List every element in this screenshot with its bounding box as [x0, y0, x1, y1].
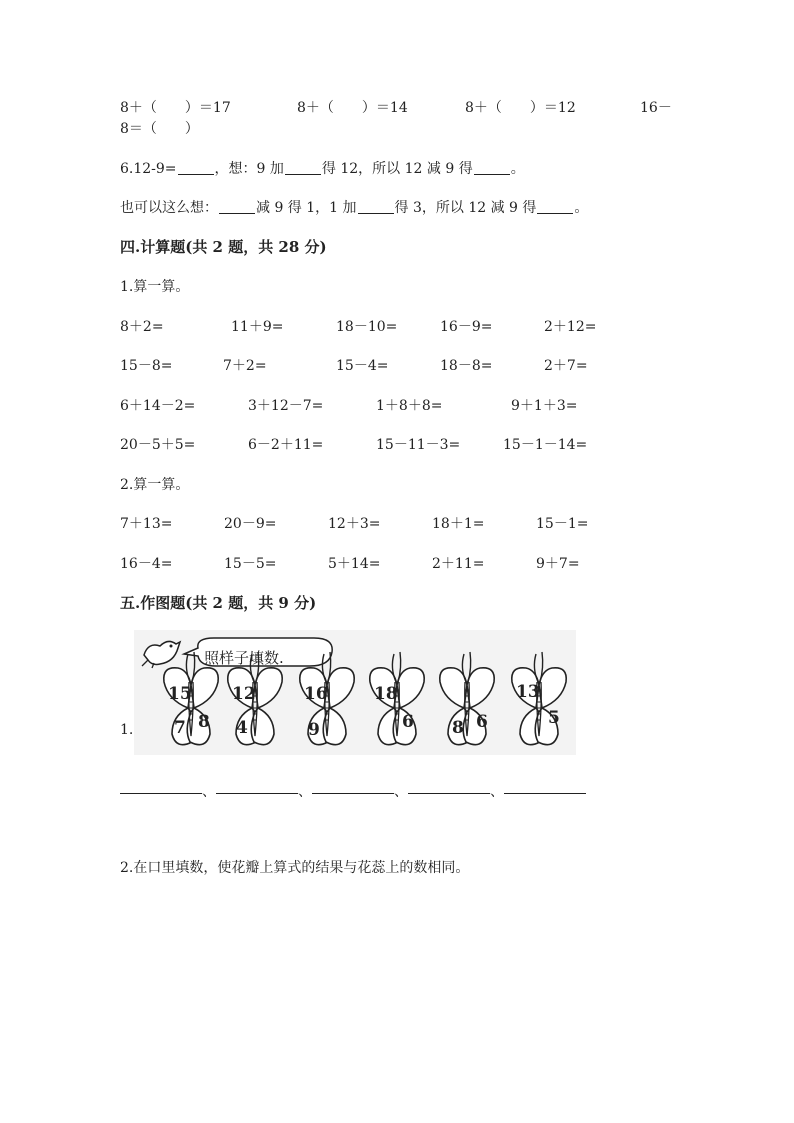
calc-item: 12＋3= — [328, 516, 381, 532]
calc-item: 18＋1= — [432, 516, 485, 532]
section-5-q1-number: 1. — [120, 722, 134, 738]
calc-item: 15－1= — [536, 516, 589, 532]
calc-item: 15－11－3= — [376, 437, 461, 453]
calc-item: 20－9= — [224, 516, 277, 532]
butterfly-1-right: 8 — [198, 712, 210, 732]
calc-item: 16－9= — [440, 319, 493, 335]
calc-item: 7＋2= — [223, 358, 267, 374]
q6-text: 得 12，所以 12 减 9 得 — [321, 161, 473, 177]
butterfly-2-left: 4 — [236, 718, 248, 738]
q6-text: 也可以这么想： — [120, 200, 218, 216]
q6-text: 得 3，所以 12 减 9 得 — [394, 200, 537, 216]
bubble-text: 照样子填数. — [204, 649, 284, 667]
separator: 、 — [202, 784, 216, 800]
butterfly-1-left: 7 — [174, 718, 186, 738]
answer-line[interactable] — [312, 793, 394, 794]
answer-line[interactable] — [216, 793, 298, 794]
q6-text: 。 — [510, 161, 525, 177]
separator: 、 — [490, 784, 504, 800]
answer-line[interactable] — [120, 793, 202, 794]
q6-text: 减 9 得 1，1 加 — [256, 200, 357, 216]
calc-item: 2＋7= — [544, 358, 588, 374]
q6-text: 。 — [574, 200, 589, 216]
butterfly-4-top: 18 — [374, 684, 398, 704]
butterfly-1-top: 15 — [168, 684, 192, 704]
answer-blank[interactable] — [178, 160, 214, 175]
butterfly-figure — [134, 630, 576, 755]
calc-item: 16－4= — [120, 556, 173, 572]
calc-item: 15－1－14= — [503, 437, 588, 453]
fill-item-1: 8＋（ ）＝17 — [120, 100, 231, 116]
fill-item-2: 8＋（ ）＝14 — [297, 100, 408, 116]
calc-item: 5＋14= — [328, 556, 381, 572]
fill-item-4-wrap: 8＝（ ） — [120, 121, 199, 137]
section-5-q2-text: 2.在口里填数，使花瓣上算式的结果与花蕊上的数相同。 — [120, 860, 470, 876]
butterfly-5-right: 6 — [476, 712, 488, 732]
butterfly-6-top: 13 — [516, 682, 540, 702]
calc-item: 15－8= — [120, 358, 173, 374]
calc-item: 2＋12= — [544, 319, 597, 335]
calc-item: 3＋12－7= — [248, 398, 324, 414]
calc-item: 2＋11= — [432, 556, 485, 572]
butterflies — [134, 630, 576, 755]
calc-item: 9＋7= — [536, 556, 580, 572]
answer-line[interactable] — [408, 793, 490, 794]
calc-item: 15－4= — [336, 358, 389, 374]
calc-item: 1＋8＋8= — [376, 398, 443, 414]
section-5-title: 五.作图题(共 2 题，共 9 分) — [120, 594, 317, 612]
question-6-line-2 — [120, 197, 588, 217]
section-4-q1-title: 1.算一算。 — [120, 279, 190, 295]
butterfly-6-right: 5 — [548, 708, 560, 728]
fill-item-4: 16－ — [640, 100, 672, 116]
calc-item: 8＋2= — [120, 319, 164, 335]
butterfly-4-right: 6 — [402, 712, 414, 732]
calc-item: 6－2＋11= — [248, 437, 324, 453]
answer-blank[interactable] — [537, 199, 573, 214]
calc-item: 18－8= — [440, 358, 493, 374]
butterfly-3-top: 16 — [304, 684, 328, 704]
calc-item: 6＋14－2= — [120, 398, 196, 414]
calc-item: 11＋9= — [231, 319, 284, 335]
answer-line[interactable] — [504, 793, 586, 794]
fill-item-3: 8＋（ ）＝12 — [465, 100, 576, 116]
separator: 、 — [298, 784, 312, 800]
section-4-q2-title: 2.算一算。 — [120, 477, 190, 493]
calc-item: 7＋13= — [120, 516, 173, 532]
section-4-title: 四.计算题(共 2 题，共 28 分) — [120, 238, 327, 256]
answer-blank[interactable] — [285, 160, 321, 175]
q6-text: ，想：9 加 — [214, 161, 284, 177]
q6-text: 6.12-9= — [120, 161, 177, 177]
calc-item: 20－5＋5= — [120, 437, 196, 453]
answer-blank[interactable] — [219, 199, 255, 214]
separator: 、 — [394, 784, 408, 800]
calc-item: 9＋1＋3= — [511, 398, 578, 414]
butterfly-3-left: 9 — [308, 720, 320, 740]
butterfly-2-top: 12 — [232, 684, 256, 704]
calc-item: 18－10= — [336, 319, 398, 335]
answer-blank[interactable] — [358, 199, 394, 214]
question-6-line-1 — [120, 158, 525, 178]
calc-item: 15－5= — [224, 556, 277, 572]
butterfly-5-left: 8 — [452, 718, 464, 738]
answer-blank[interactable] — [474, 160, 510, 175]
